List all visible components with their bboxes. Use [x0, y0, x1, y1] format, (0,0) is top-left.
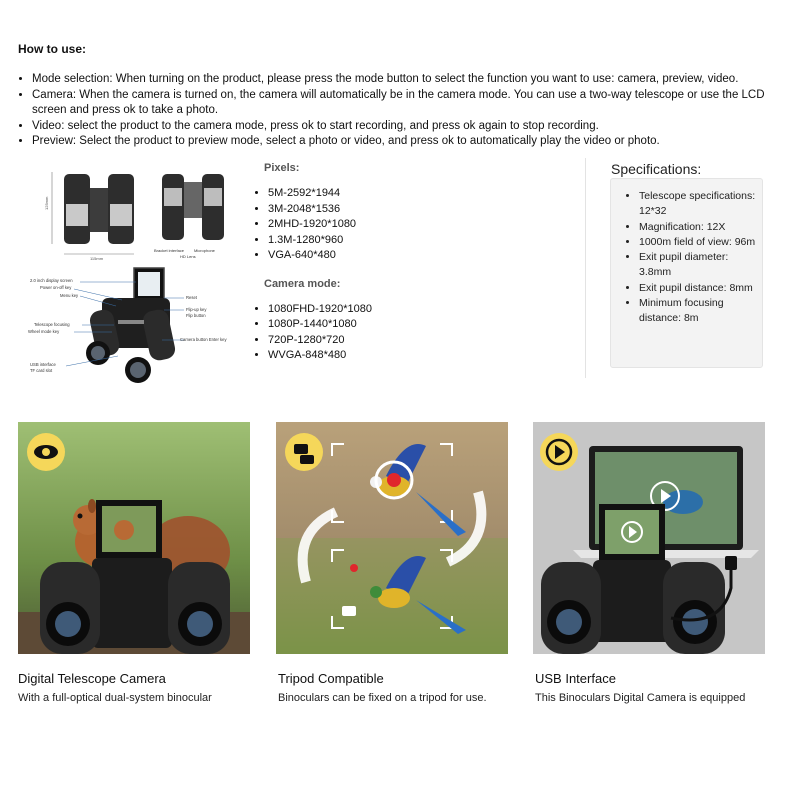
dim-width-label: 115mm — [90, 256, 104, 261]
camera-mode-list — [252, 302, 582, 364]
tf-card-slot-label: TF card slot — [30, 368, 53, 373]
telescope-focusing-label: Telescope focusing — [34, 322, 70, 327]
feature-image-usb — [533, 422, 765, 654]
microphone-label: Microphone — [194, 248, 215, 253]
feature-image-telescope-camera — [18, 422, 250, 654]
wheel-mode-key-label: Wheel mode key — [28, 329, 60, 334]
section-divider — [585, 158, 586, 378]
feature-title-tripod: Tripod Compatible — [278, 671, 384, 686]
how-to-item-video: • Video: select the product to the camera mode, press ok to start recording, and press ok again to stop recording. — [32, 119, 788, 135]
feature-title-usb: USB Interface — [535, 671, 616, 686]
pixels-title: Pixels: — [264, 162, 300, 174]
pixels-item: • VGA-640*480 — [268, 248, 582, 264]
spec-item: • Exit pupil distance: 8mm — [639, 281, 762, 296]
binocular-main-image — [86, 268, 177, 383]
pixels-item: • 3M-2048*1536 — [268, 202, 582, 218]
bracket-label: Bracket interface — [154, 248, 185, 253]
how-to-use-list — [18, 72, 788, 150]
spec-item: • Magnification: 12X — [639, 220, 762, 235]
flip-up-key-label: Flip-up key — [186, 307, 207, 312]
pixels-section — [252, 162, 582, 364]
feature-desc-telescope-camera: With a full-optical dual-system binocular — [18, 692, 212, 704]
camera-mode-item: • 1080P-1440*1080 — [268, 317, 582, 333]
spec-item: • Exit pupil diameter: 3.8mm — [639, 250, 762, 281]
usb-plug-icon — [725, 556, 737, 570]
play-icon — [540, 433, 578, 471]
camera-mode-item: • WVGA-848*480 — [268, 348, 582, 364]
reset-label: Reset — [186, 295, 197, 300]
dim-height-label: 125mm — [44, 196, 49, 210]
spec-item: • 1000m field of view: 96m — [639, 235, 762, 250]
camera-button-label: Camera button Enter key — [180, 337, 227, 342]
hd-lens-label: HD Lens — [180, 254, 196, 259]
video-camera-icon — [342, 606, 356, 616]
camera-mode-item: • 720P-1280*720 — [268, 333, 582, 349]
binocular-rear-view-image — [154, 174, 224, 259]
feature-desc-tripod: Binoculars can be fixed on a tripod for use. — [278, 692, 487, 704]
camera-mode-title: Camera mode: — [264, 277, 341, 290]
pixels-item: • 1.3M-1280*960 — [268, 233, 582, 249]
specifications-title: Specifications: — [611, 161, 702, 177]
how-to-item-camera: • Camera: When the camera is turned on, the camera will automatically be in the camera mode. You can use a two-way telescope or use the LCD screen and press ok to take a photo. — [32, 88, 788, 119]
how-to-use-title: How to use: — [18, 42, 86, 56]
menu-key-label: Menu key — [60, 293, 79, 298]
feature-title-telescope-camera: Digital Telescope Camera — [18, 671, 166, 686]
eye-icon — [27, 433, 65, 471]
pixels-list — [252, 186, 582, 264]
photo-video-mode-icon — [285, 433, 323, 471]
feature-image-tripod — [276, 422, 508, 654]
binocular-front-view-image — [44, 172, 134, 261]
usb-interface-label: USB interface — [30, 362, 56, 367]
how-to-item-mode: • Mode selection: When turning on the product, please press the mode button to select the function you want to use: camera, preview, video. — [32, 72, 788, 88]
display-screen-label: 2.0 inch display screen — [30, 278, 73, 283]
pixels-item: • 5M-2592*1944 — [268, 186, 582, 202]
specifications-list — [611, 179, 762, 327]
specifications-box — [610, 178, 763, 368]
spec-item: • Minimum focusing distance: 8m — [639, 296, 762, 327]
power-key-label: Power on-off key — [40, 285, 72, 290]
how-to-item-preview: • Preview: Select the product to preview mode, select a photo or video, and press ok to automatically play the video or photo. — [32, 134, 788, 150]
product-diagram — [22, 160, 254, 390]
camera-mode-item: • 1080FHD-1920*1080 — [268, 302, 582, 318]
how-to-use-section — [18, 42, 788, 150]
pixels-item: • 2MHD-1920*1080 — [268, 217, 582, 233]
spec-item: • Telescope specifications: 12*32 — [639, 189, 762, 220]
feature-desc-usb: This Binoculars Digital Camera is equipped — [535, 692, 746, 704]
recording-dot-icon — [350, 564, 358, 572]
flip-button-label: Flip button — [186, 313, 206, 318]
